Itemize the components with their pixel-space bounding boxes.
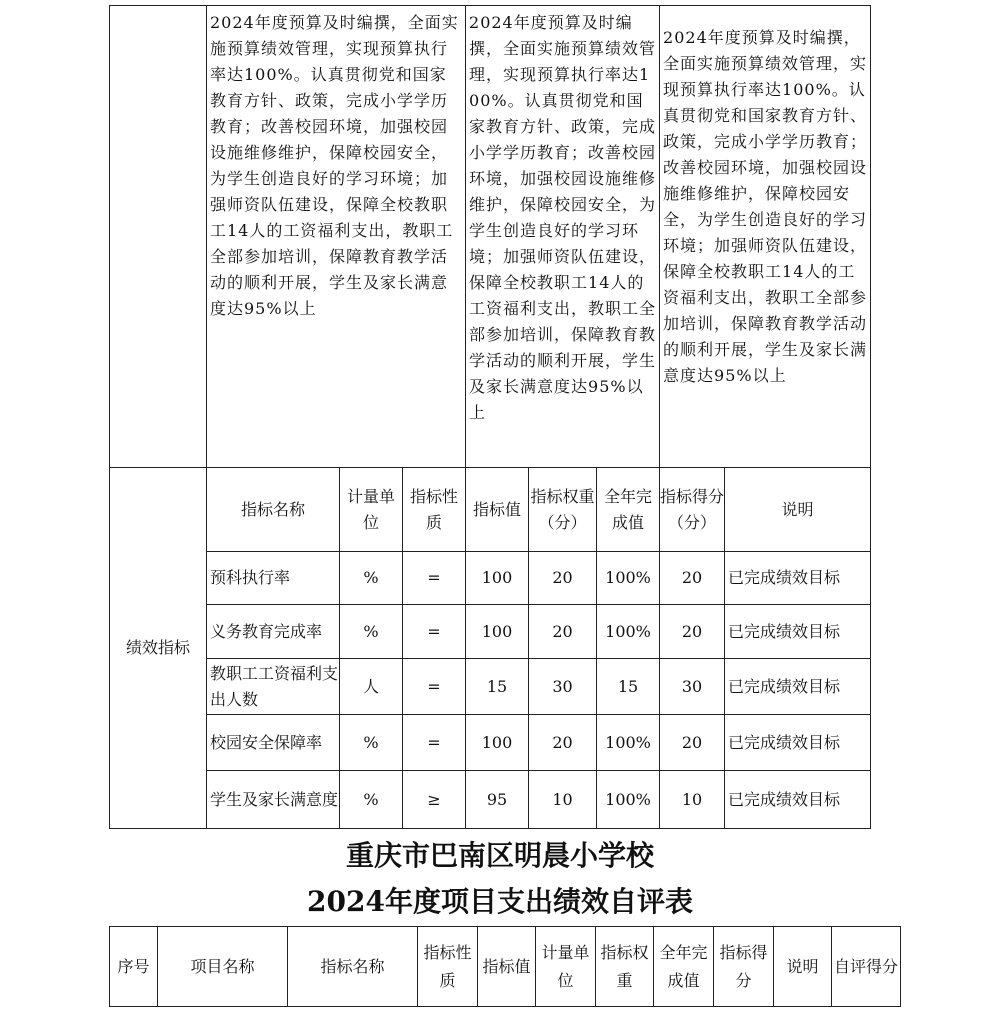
indicator-score: 20 [660,605,725,659]
header-indicator-name: 指标名称 [207,468,340,552]
indicator-value: 100 [466,605,529,659]
indicator-weight: 30 [529,659,597,715]
table-row [110,715,871,771]
header-score: 指标得分 [714,927,774,1007]
header-value: 指标值 [466,468,529,552]
project-table [109,926,901,1007]
table-row [110,771,871,829]
header-self-score: 自评得分 [832,927,901,1007]
header-value: 指标值 [478,927,536,1007]
indicator-name: 预科执行率 [207,552,340,605]
goal-text-actual: 2024年度预算及时编撰，全面实施预算绩效管理，实现预算执行率达100%。认真贯彻党和国家教育方针、政策，完成小学学历教育；改善校园环境，加强校园设施维修维护，保障校园安全，为学生创造良好的学习环境；加强师资队伍建设，保障全校教职工14人的工资福利支出，教职工全部参加培训，保障教育教学活动的顺利开展，学生及家长满意度达95%以上 [466,6,660,468]
indicator-name: 教职工工资福利支出人数 [207,659,340,715]
indicator-actual: 100% [597,715,660,771]
indicator-unit: % [340,552,403,605]
header-actual: 全年完成值 [597,468,660,552]
indicator-value: 95 [466,771,529,829]
header-weight: 指标权重 [596,927,654,1007]
header-note: 说明 [774,927,832,1007]
indicator-weight: 20 [529,715,597,771]
indicator-value: 100 [466,715,529,771]
indicator-note: 已完成绩效目标 [725,715,871,771]
indicator-unit: % [340,771,403,829]
indicator-unit: % [340,715,403,771]
indicator-weight: 20 [529,605,597,659]
goal-text-summary: 2024年度预算及时编撰，全面实施预算绩效管理，实现预算执行率达100%。认真贯彻党和国家教育方针、政策，完成小学学历教育；改善校园环境，加强校园设施维修维护，保障校园安全，为学生创造良好的学习环境；加强师资队伍建设，保障全校教职工14人的工资福利支出，教职工全部参加培训，保障教育教学活动的顺利开展，学生及家长满意度达95%以上 [660,6,871,468]
indicator-score: 30 [660,659,725,715]
indicator-nature: = [403,552,466,605]
indicator-weight: 20 [529,552,597,605]
header-actual: 全年完成值 [654,927,714,1007]
header-note: 说明 [725,468,871,552]
indicator-note: 已完成绩效目标 [725,771,871,829]
indicator-unit: % [340,605,403,659]
indicator-name: 校园安全保障率 [207,715,340,771]
header-nature: 指标性质 [403,468,466,552]
blank-label-cell [110,6,207,468]
page-subtitle: 2024年度项目支出绩效自评表 [307,885,693,918]
indicator-nature: = [403,659,466,715]
performance-table [109,5,871,829]
indicator-score: 10 [660,771,725,829]
indicator-actual: 100% [597,552,660,605]
indicator-value: 15 [466,659,529,715]
indicator-note: 已完成绩效目标 [725,552,871,605]
section-label: 绩效指标 [110,468,207,829]
indicator-value: 100 [466,552,529,605]
indicator-score: 20 [660,715,725,771]
indicator-nature: ≥ [403,771,466,829]
indicator-unit: 人 [340,659,403,715]
header-score: 指标得分（分） [660,468,725,552]
header-nature: 指标性质 [418,927,478,1007]
header-project-name: 项目名称 [158,927,288,1007]
header-unit: 计量单位 [536,927,596,1007]
header-indicator-name: 指标名称 [288,927,418,1007]
goal-text-planned: 2024年度预算及时编撰，全面实施预算绩效管理，实现预算执行率达100%。认真贯彻党和国家教育方针、政策，完成小学学历教育；改善校园环境，加强校园设施维修维护，保障校园安全，为学生创造良好的学习环境；加强师资队伍建设，保障全校教职工14人的工资福利支出，教职工全部参加培训，保障教育教学活动的顺利开展，学生及家长满意度达95%以上 [207,6,466,468]
table-row [110,552,871,605]
header-weight: 指标权重（分） [529,468,597,552]
indicator-score: 20 [660,552,725,605]
indicator-actual: 15 [597,659,660,715]
indicator-name: 义务教育完成率 [207,605,340,659]
header-unit: 计量单位 [340,468,403,552]
indicator-note: 已完成绩效目标 [725,605,871,659]
page-title: 重庆市巴南区明晨小学校 [345,839,654,872]
header-seq: 序号 [110,927,158,1007]
indicator-nature: = [403,715,466,771]
indicator-note: 已完成绩效目标 [725,659,871,715]
indicator-actual: 100% [597,605,660,659]
table-row [110,605,871,659]
table-row [110,659,871,715]
indicator-name: 学生及家长满意度 [207,771,340,829]
indicator-actual: 100% [597,771,660,829]
indicator-weight: 10 [529,771,597,829]
indicator-nature: = [403,605,466,659]
